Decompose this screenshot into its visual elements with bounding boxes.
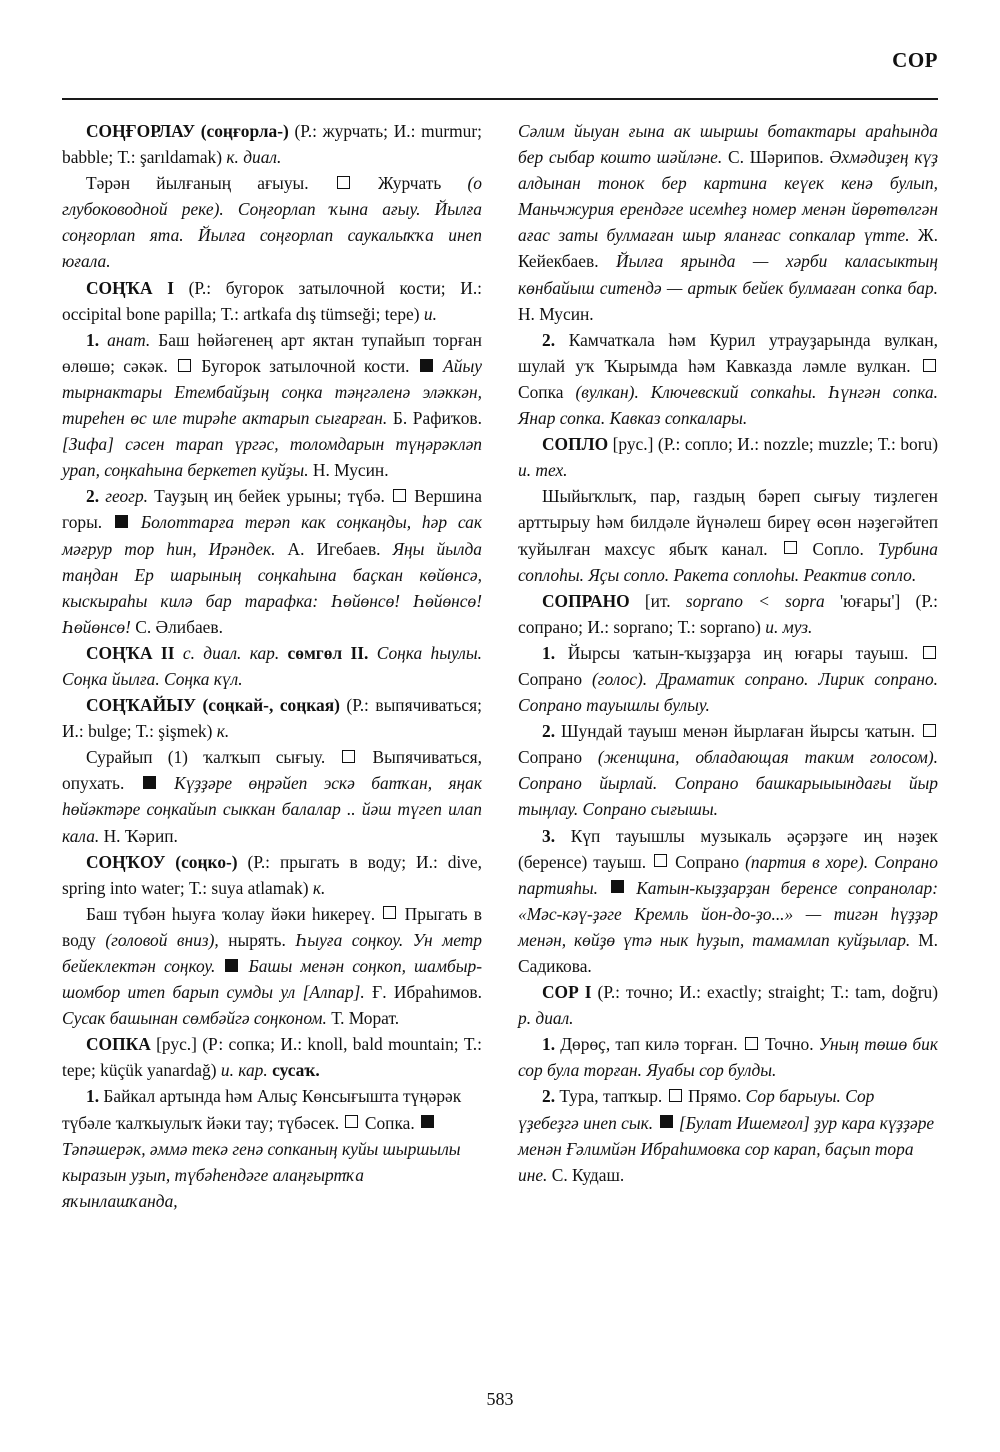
definition-text: Камчаткала һәм Курил утрауҙарында вулкан, шулай уҡ Ҡырымда һәм Кавказда ләмле вулкан. xyxy=(518,329,938,376)
sense-1-sor-1 xyxy=(518,1031,938,1083)
translation-gloss: (Р.: сопло; И.: nozzle; muzzle; Т.: boru) xyxy=(657,434,938,455)
citation-text: Сәлим йыуан ғына ак шыршы ботактары араһында бер сыбар кошто шәйләне. xyxy=(518,121,938,168)
russian-qualifier: (о глубоководной реке). xyxy=(62,173,482,220)
filled-square-marker-icon xyxy=(420,359,433,372)
sense-1-songka-1 xyxy=(62,327,482,484)
citation-text: [Зифа] сәсен тарап үргәс, толомдарын түңәрәкләп урап, соңкаһына беркетеп куйҙы. xyxy=(62,434,482,481)
translation-gloss: (Р.: прыгать в воду; И.: dive, spring into water; Т.: suya atlamak) xyxy=(62,851,482,898)
russian-equivalent: Сопка. xyxy=(364,1112,415,1133)
headword-stem: (соңко-) xyxy=(175,851,238,872)
definition-text: Шыйыҡлыҡ, пар, газдың бәреп сығыу тиҙлеген арттырыу һәм билдәле йүнәлеш биреү өсөн нәҙегәйтеп ҡуйылған махсус ябыҡ канал. xyxy=(518,486,938,559)
citation-source: Ж. Кейекбаев. xyxy=(518,225,938,272)
cross-reference[interactable]: сусаҡ. xyxy=(272,1060,320,1081)
example-phrases: Драматик сопрано. Лирик сопрано. Сопрано тауышлы булыу. xyxy=(518,668,938,716)
citation-text: Сусак башынан сөмбәйгә соңконом. xyxy=(62,1008,327,1029)
open-square-marker-icon xyxy=(784,541,797,554)
russian-equivalent: Журчать xyxy=(378,173,442,194)
russian-equivalent: Точно. xyxy=(764,1034,814,1055)
entry-songka-2 xyxy=(62,640,482,692)
citation-source: Н. Мусин. xyxy=(312,460,389,481)
russian-qualifier: (голос). xyxy=(591,668,648,689)
entry-soprano xyxy=(518,588,938,640)
example-phrases: Ключевский сопкаһы. Һүнгән сопка. Янар сопка. Кавказ сопкалары. xyxy=(518,381,938,429)
translation-gloss: (Р.: журчать; И.: murmur; babble; Т.: şarıldamak) xyxy=(62,121,482,168)
citation-text: Йылға ярында — хәрби каласыктың көнбайыш ситендә — артык бейек булмаған сопка бар. xyxy=(518,251,938,298)
sense-number: 2. xyxy=(86,486,100,507)
translation-gloss: (Р: сопка; И.: knoll, bald mountain; Т.: tepe; küçük yanardağ) xyxy=(62,1034,482,1081)
header-rule xyxy=(62,98,938,100)
sense-body-soplo xyxy=(518,483,938,587)
citation-text: Болоттарға терәп как соңкаңды, һәр сак мәғрур тор һин, Ирәндек. xyxy=(62,512,482,559)
example-phrases: Сопрано йырлай. Сопрано башкарыыындағы йыр тыңлау. Сопрано сығышы. xyxy=(518,773,938,820)
example-phrases: Соңка һыулы. Соңка йылға. Соңка күл. xyxy=(62,642,482,689)
russian-equivalent: Сопрано xyxy=(675,851,740,872)
open-square-marker-icon xyxy=(654,854,667,867)
sense-2-sopka xyxy=(518,327,938,431)
citation-text: Яңы йылда таңдан Ер шарының соңкаһына баҫкан көйөнсә, кыскыраһы килә бар тарафка: Һөйөнсө! Һөйөнсө! Һөйөнсө! xyxy=(62,538,482,637)
sense-2-soprano xyxy=(518,718,938,822)
usage-label: геогр. xyxy=(105,486,149,507)
example-phrases: Турбина соплоһы. Яҫы сопло. Ракета соплоһы. Реактив сопло. xyxy=(518,538,938,585)
entry-sor-1 xyxy=(518,979,938,1031)
sense-number: 3. xyxy=(542,825,556,846)
filled-square-marker-icon xyxy=(225,959,238,972)
sense-number: 2. xyxy=(542,1086,556,1107)
headword: СОҢҒОРЛАУ xyxy=(86,121,195,141)
sense-number: 2. xyxy=(542,721,556,742)
russian-equivalent-2: нырять. xyxy=(228,929,286,950)
grammar-label: к. xyxy=(216,721,230,742)
russian-equivalent: Сопка xyxy=(518,381,564,402)
russian-equivalent: Выпячиваться, опухать. xyxy=(62,747,482,794)
open-square-marker-icon xyxy=(383,906,396,919)
entry-songkou xyxy=(62,849,482,901)
sense-1-sopka xyxy=(62,1083,482,1213)
citation-source: С. Әлибаев. xyxy=(135,616,223,637)
translation-gloss: (Р.: бугорок затылочной кости; И.: occipital bone papilla; Т.: artkafa dış tümseği; tepe) xyxy=(62,277,483,324)
russian-equivalent: Прямо. xyxy=(688,1086,742,1107)
open-square-marker-icon xyxy=(923,359,936,372)
cross-reference[interactable]: сөмгөл II. xyxy=(287,642,369,663)
grammar-label: и. муз. xyxy=(765,616,813,637)
sense-1-soprano xyxy=(518,640,938,718)
open-square-marker-icon xyxy=(345,1115,358,1128)
russian-qualifier: (вулкан). xyxy=(575,381,639,402)
example-phrases: Сор барыуы. Сор үҙебеҙгә инеп сык. xyxy=(518,1086,875,1133)
russian-qualifier: (головой вниз), xyxy=(105,929,219,950)
example-phrases: Уның төшө бик сор була торған. Яуабы сор булды. xyxy=(518,1034,938,1081)
filled-square-marker-icon xyxy=(611,880,624,893)
entry-songorlau xyxy=(62,118,482,170)
filled-square-marker-icon xyxy=(660,1115,673,1128)
headword: СОҢҠА I xyxy=(86,277,174,298)
etymology-origin: [рус.] xyxy=(156,1034,197,1055)
citation-continuation-sopka xyxy=(518,118,938,327)
sense-number: 1. xyxy=(86,1086,100,1107)
grammar-label: и. тех. xyxy=(518,460,568,481)
sense-3-soprano xyxy=(518,823,938,980)
translation-gloss: (Р.: выпячиваться; И.: bulge; Т.: şişmek) xyxy=(62,695,482,742)
russian-equivalent: Сопрано xyxy=(518,668,583,689)
citation-text: Башы менән соңкоп, шамбыр-шомбор итеп барып сумды ул [Алпар]. xyxy=(62,956,482,1003)
russian-equivalent: Прыгать в воду xyxy=(62,903,482,950)
grammar-label: р. диал. xyxy=(518,1008,574,1029)
headword: СОҢҠА II xyxy=(86,642,175,663)
citation-text: [Булат Ишемғол] ҙур кара күҙҙәре менән Ғәлимйән Ибраһимовка сор карап, баҫып тора ине. xyxy=(518,1112,935,1185)
citation-text: Айыу тырнактары Етембайҙың соңка тәңгәленә эләккән, тиреһен өс иле тирәһе актарып сығарған. xyxy=(62,355,482,429)
definition-text: Дөрөҫ, тап килә торған. xyxy=(560,1034,738,1055)
grammar-label: к. xyxy=(312,877,326,898)
citation-text: Күҙҙәре өңрәйеп эскә батҡан, яңак һөйәктәре соңкайып сыккан балалар .. йәш түгеп илап кала. xyxy=(62,773,482,846)
example-phrases: Сопрано партияһы. xyxy=(518,851,938,898)
filled-square-marker-icon xyxy=(115,515,128,528)
running-head-title: СОР xyxy=(892,48,938,72)
headword: СОПКА xyxy=(86,1034,151,1055)
headword: СОҢҠАЙЫУ xyxy=(86,695,196,716)
russian-qualifier: (партия в хоре). xyxy=(745,851,869,872)
entry-soplo xyxy=(518,431,938,483)
citation-source: А. Игебаев. xyxy=(287,538,381,559)
example-phrases: Һыуға соңкоу. Ун метр бейеклектән соңкоу. xyxy=(62,929,482,976)
citation-text: Тәпәшерәк, әммә текә генә сопканың куйы шыршылы кыразын уҙып, түбәһендәге алаңғыртҡа яҡынлашҡанда, xyxy=(62,1138,461,1211)
grammar-label: и. кар. xyxy=(220,1060,268,1081)
definition-text: Баш һөйәгенең арт яктан тупайып торған өлөшө; сәкәк. xyxy=(62,329,482,376)
entry-songkayiu xyxy=(62,692,482,744)
open-square-marker-icon xyxy=(923,646,936,659)
headword: СОПЛО xyxy=(542,434,609,455)
definition-text: Йырсы ҡатын-ҡыҙҙарҙа иң юғары тауыш. xyxy=(567,642,909,663)
sense-body-songorlau xyxy=(62,170,482,274)
citation-source: Н. Мусин. xyxy=(518,303,594,324)
headword-stem: (соңкай-, соңкая) xyxy=(202,695,340,716)
translation-gloss: (Р.: сопрано; И.: soprano; Т.: soprano) xyxy=(518,590,938,637)
open-square-marker-icon xyxy=(745,1037,758,1050)
russian-equivalent: Сопрано xyxy=(518,747,583,768)
right-column xyxy=(518,118,938,1333)
definition-text: Баш түбән һыуға ҡолау йәки һикереү. xyxy=(86,903,376,924)
definition-text: Шундай тауыш менән йырлаған йырсы ҡатын. xyxy=(561,721,916,742)
citation-source: С. Кудаш. xyxy=(551,1164,625,1185)
columns-container xyxy=(62,118,938,1333)
citation-source: Н. Ҡәрип. xyxy=(103,825,178,846)
russian-equivalent: Сопло. xyxy=(812,538,864,559)
grammar-label: к. диал. xyxy=(226,147,282,168)
sense-number: 1. xyxy=(542,642,556,663)
definition-text: Тура, тапҡыр. xyxy=(559,1086,663,1107)
citation-text: Катын-кыҙҙарҙан беренсе сопранолар: «Мәс-кәү-ҙәге Кремль йон-до-ҙо...» — тигән һүҙҙәр менән, көйҙө үтә нык һуҙып, тамамлап куйҙылар. xyxy=(518,877,938,950)
left-column xyxy=(62,118,482,1333)
headword: СОПРАНО xyxy=(542,590,630,611)
entry-songka-1 xyxy=(62,275,482,327)
open-square-marker-icon xyxy=(337,176,350,189)
headword: СОР I xyxy=(542,982,592,1003)
open-square-marker-icon xyxy=(923,724,936,737)
sense-number: 1. xyxy=(86,329,100,350)
translation-gloss: (Р.: точно; И.: exactly; straight; Т.: tam, doğru) xyxy=(597,982,938,1003)
citation-source: Ғ. Ибраһимов. xyxy=(372,982,482,1003)
definition-text: Тәрән йылғаның ағыуы. xyxy=(86,173,309,194)
etymology-origin: [рус.] xyxy=(612,434,654,455)
grammar-label: и. xyxy=(423,303,437,324)
russian-equivalent: Вершина горы. xyxy=(62,486,482,533)
russian-qualifier: (женщина, обладающая таким голосом). xyxy=(597,747,938,768)
definition-text: Тауҙың иң бейек урыны; түбә. xyxy=(154,486,385,507)
definition-text: Күп тауышлы музыкаль әҫәрҙәге иң нәҙек (беренсе) тауыш. xyxy=(518,825,938,872)
usage-label: анат. xyxy=(107,329,151,350)
citation-text: Әхмәдиҙең күҙ алдынан тонок бер картина кеүек кенә булып, Маньчжурия ерендәге исемһеҙ номер менән йөрөтөлгән ағас заты булмаған шыр яланғас сопкалар үтте. xyxy=(518,147,938,246)
sense-2-songka-1 xyxy=(62,483,482,640)
citation-source: Б. Рафиҡов. xyxy=(392,408,482,429)
open-square-marker-icon xyxy=(669,1089,682,1102)
definition-text: Байкал артында һәм Алыҫ Көнсығышта түңәрәк түбәле ҡалҡыулыҡ йәки тау; түбәсек. xyxy=(62,1086,462,1133)
etymology-origin-suffix: 'юғары'] xyxy=(839,590,901,611)
entry-sopka xyxy=(62,1031,482,1083)
running-head xyxy=(62,46,938,92)
filled-square-marker-icon xyxy=(421,1115,434,1128)
sense-number: 2. xyxy=(542,329,556,350)
russian-equivalent: Бугорок затылочной кости. xyxy=(201,355,410,376)
definition-text: Сурайып (1) ҡалҡып сығыу. xyxy=(86,747,326,768)
page-number: 583 xyxy=(486,1389,514,1409)
example-phrases: Соңғорлап ҡына ағыу. Йылға соңғорлап ята. Йылға соңғорлап саукалыҡҡа инеп юғала. xyxy=(62,199,482,272)
etymology-origin-prefix: [ит. xyxy=(644,590,671,611)
sense-body-songkayiu xyxy=(62,744,482,848)
sense-body-songkou xyxy=(62,901,482,1031)
sense-2-sor-1 xyxy=(518,1083,938,1187)
open-square-marker-icon xyxy=(342,750,355,763)
filled-square-marker-icon xyxy=(143,776,156,789)
grammar-label: с. диал. кар. xyxy=(182,642,280,663)
sense-number: 1. xyxy=(542,1034,556,1055)
headword: СОҢҠОУ xyxy=(86,851,166,872)
citation-source: М. Садикова. xyxy=(518,929,938,976)
etymology-source-form: soprano < sopra xyxy=(685,590,825,611)
citation-source: Т. Морат. xyxy=(331,1008,400,1029)
headword-stem: (соңғорла-) xyxy=(200,121,289,141)
open-square-marker-icon xyxy=(178,359,191,372)
open-square-marker-icon xyxy=(393,489,406,502)
citation-source: С. Шәрипов. xyxy=(728,147,824,168)
